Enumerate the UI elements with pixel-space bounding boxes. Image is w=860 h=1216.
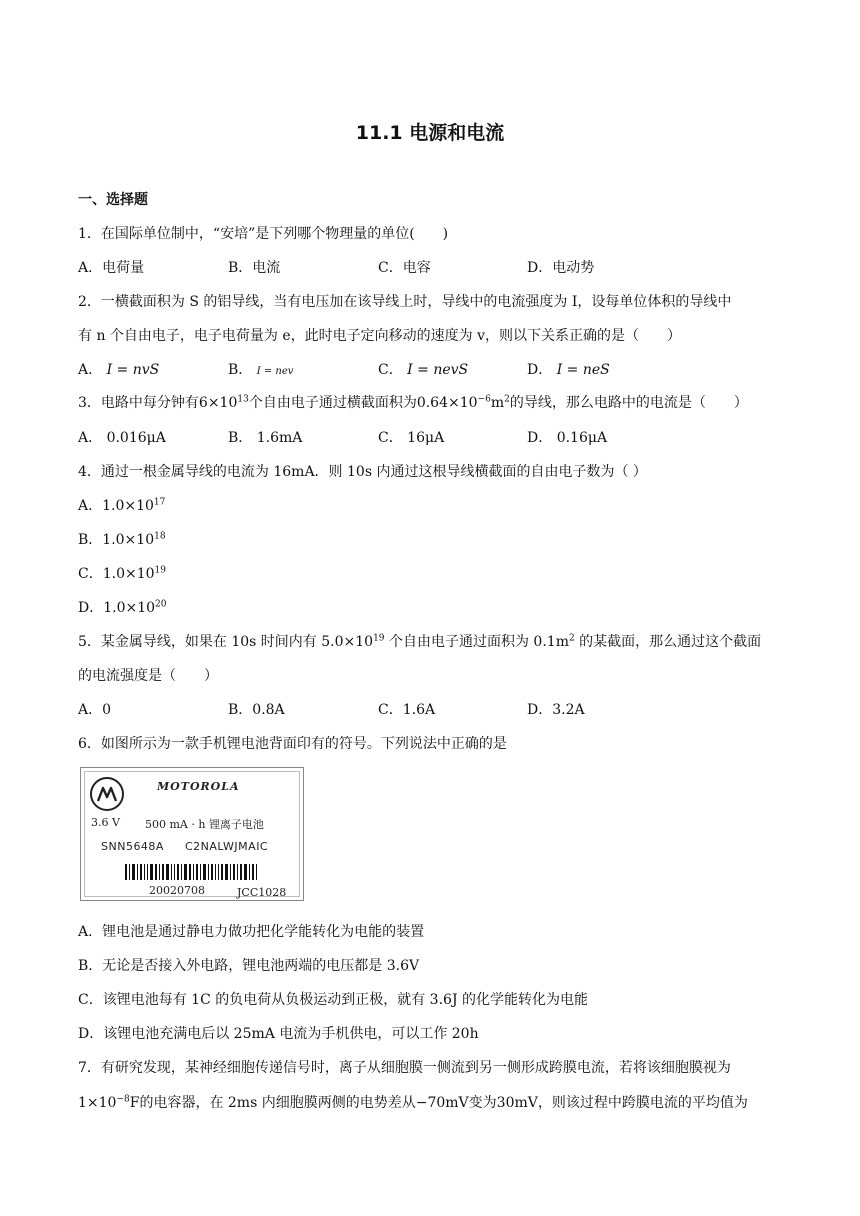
q3-stem-part-c: 的导线，那么电路中的电流是（ ） bbox=[509, 395, 748, 411]
q3-option-a-label: A． bbox=[78, 430, 103, 446]
barcode-bar bbox=[203, 864, 206, 880]
q4-option-b-exp: 18 bbox=[154, 531, 166, 542]
q6-option-c: C．该锂电池每有 1C 的负电荷从负极运动到正极，就有 3.6J 的化学能转化为电能 bbox=[78, 992, 589, 1008]
q3-option-b-label: B． bbox=[228, 430, 253, 446]
battery-label-image bbox=[80, 767, 304, 901]
q5-stem-exp: 19 bbox=[373, 633, 385, 644]
barcode-bar bbox=[137, 864, 138, 880]
battery-model: SNN5648A bbox=[101, 840, 164, 853]
q4-option-d bbox=[78, 598, 167, 618]
q6-option-d: D．该锂电池充满电后以 25mA 电流为手机供电，可以工作 20h bbox=[78, 1026, 479, 1042]
barcode-bar bbox=[144, 864, 145, 880]
q7-voltage-initial: −70mV bbox=[415, 1095, 469, 1111]
q2-option-b bbox=[228, 360, 293, 382]
question-7-stem-line2 bbox=[78, 1093, 748, 1113]
barcode-bar bbox=[150, 864, 153, 880]
barcode-bar bbox=[129, 864, 130, 880]
barcode-bar bbox=[230, 864, 231, 880]
q3-option-a bbox=[78, 428, 166, 448]
barcode-bar bbox=[215, 864, 216, 880]
q1-option-a: A．电荷量 bbox=[78, 260, 145, 276]
barcode-bar bbox=[218, 864, 219, 880]
q5-option-b: B．0.8A bbox=[228, 702, 285, 718]
question-5-stem-line1 bbox=[78, 632, 761, 652]
q3-option-d-label: D． bbox=[527, 430, 553, 446]
q4-option-c-exp: 19 bbox=[154, 565, 166, 576]
q4-option-a-exp: 17 bbox=[153, 497, 166, 508]
q2-option-a-label: A． bbox=[78, 362, 103, 378]
barcode-bar bbox=[162, 864, 164, 880]
q3-option-c-label: C． bbox=[378, 430, 403, 446]
q3-count: 6×10 bbox=[198, 395, 238, 411]
q3-area-exp: −6 bbox=[477, 394, 491, 405]
q1-option-b: B．电流 bbox=[228, 260, 281, 276]
q3-value-c: 16μA bbox=[407, 430, 445, 446]
q2-option-a bbox=[78, 360, 159, 380]
q4-option-d-text: D．1.0×10 bbox=[78, 600, 156, 616]
q3-count-exp: 13 bbox=[237, 394, 249, 405]
q5-stem-exp2: 2 bbox=[568, 633, 575, 644]
barcode-bar bbox=[237, 864, 238, 880]
q2-option-c bbox=[378, 360, 468, 380]
barcode-bar bbox=[189, 864, 191, 880]
battery-batch: JCC1028 bbox=[237, 886, 287, 899]
q5-option-d: D．3.2A bbox=[527, 702, 585, 718]
q5-option-c: C．1.6A bbox=[378, 702, 436, 718]
barcode-bar bbox=[171, 864, 172, 880]
q3-area-unit-exp: 2 bbox=[504, 394, 510, 405]
barcode-bar bbox=[177, 864, 179, 880]
q3-option-c bbox=[378, 428, 444, 448]
q3-option-b bbox=[228, 428, 302, 448]
section-heading: 一、选择题 bbox=[78, 192, 148, 208]
q7-capacitance: 1×10 bbox=[78, 1095, 117, 1111]
barcode-bar bbox=[181, 864, 182, 880]
q7-stem-part-c: 变为 bbox=[468, 1095, 497, 1111]
barcode-bar bbox=[147, 864, 148, 880]
q4-option-b bbox=[78, 530, 166, 550]
q4-option-c-text: C．1.0×10 bbox=[78, 566, 155, 582]
question-7-stem-line1: 7．有研究发现，某神经细胞传递信号时，离子从细胞膜一侧流到另一侧形成跨膜电流，若将该细胞膜视为 bbox=[78, 1060, 731, 1076]
q2-formula-d: I = neS bbox=[556, 362, 610, 378]
question-4-stem: 4．通过一根金属导线的电流为 16mA．则 10s 内通过这根导线横截面的自由电子数为（ ） bbox=[78, 464, 647, 480]
question-3-stem bbox=[78, 393, 748, 413]
barcode bbox=[125, 864, 263, 880]
q2-option-b-label: B． bbox=[228, 362, 253, 378]
q4-option-c bbox=[78, 564, 166, 584]
q3-stem-part-a: 3．电路中每分钟有 bbox=[78, 395, 199, 411]
barcode-bar bbox=[256, 864, 257, 880]
battery-voltage: 3.6 V bbox=[91, 816, 120, 829]
barcode-bar bbox=[184, 864, 187, 880]
barcode-bar bbox=[132, 864, 135, 880]
q3-area: 0.64×10 bbox=[416, 395, 478, 411]
q5-option-a: A．0 bbox=[78, 702, 112, 718]
q7-stem-part-b: 的电容器，在 2ms 内细胞膜两侧的电势差从 bbox=[139, 1095, 416, 1111]
question-2-stem-line1: 2．一横截面积为 S 的铝导线，当有电压加在该导线上时，导线中的电流强度为 I，设每单位体积的导线中 bbox=[78, 294, 732, 310]
barcode-bar bbox=[155, 864, 157, 880]
barcode-bar bbox=[244, 864, 247, 880]
q5-stem-part-c: 的某截面，那么通过这个截面 bbox=[574, 634, 762, 650]
q1-option-d: D．电动势 bbox=[527, 260, 595, 276]
q5-stem-part-a: 5．某金属导线，如果在 10s 时间内有 5.0×10 bbox=[78, 634, 374, 650]
battery-code: C2NALWJMAIC bbox=[185, 840, 269, 853]
q3-option-d bbox=[527, 428, 607, 448]
q4-option-a bbox=[78, 496, 165, 516]
q6-option-a: A．锂电池是通过静电力做功把化学能转化为电能的装置 bbox=[78, 924, 425, 940]
barcode-bar bbox=[240, 864, 242, 880]
barcode-bar bbox=[211, 864, 213, 880]
barcode-bar bbox=[200, 864, 201, 880]
q7-stem-part-d: ，则该过程中跨膜电流的平均值为 bbox=[537, 1095, 748, 1111]
barcode-bar bbox=[174, 864, 175, 880]
q2-option-d bbox=[527, 360, 610, 380]
q3-value-b: 1.6mA bbox=[256, 430, 303, 446]
q3-value-a: 0.016μA bbox=[106, 430, 166, 446]
q4-option-d-exp: 20 bbox=[155, 599, 167, 610]
q5-stem-part-b: 个自由电子通过面积为 0.1m bbox=[384, 634, 569, 650]
q2-formula-c: I = nevS bbox=[407, 362, 469, 378]
barcode-bar bbox=[233, 864, 235, 880]
barcode-bar bbox=[159, 864, 160, 880]
q3-value-d: 0.16μA bbox=[556, 430, 608, 446]
question-6-stem: 6．如图所示为一款手机锂电池背面印有的符号。下列说法中正确的是 bbox=[78, 736, 507, 752]
barcode-bar bbox=[225, 864, 228, 880]
q3-stem-part-b: 个自由电子通过横截面积为 bbox=[248, 395, 417, 411]
barcode-bar bbox=[125, 864, 127, 880]
question-5-stem-line2: 的电流强度是（ ） bbox=[78, 668, 218, 684]
q1-option-c: C．电容 bbox=[378, 260, 431, 276]
q7-voltage-final: 30mV bbox=[496, 1095, 538, 1111]
barcode-bar bbox=[193, 864, 194, 880]
page-title: 11.1 电源和电流 bbox=[355, 122, 505, 144]
barcode-bar bbox=[249, 864, 250, 880]
q2-formula-a: I = nvS bbox=[106, 362, 160, 378]
battery-capacity: 500 mA · h 锂离子电池 bbox=[145, 818, 264, 831]
q2-formula-b: I = nev bbox=[256, 366, 294, 377]
q4-option-a-text: A．1.0×10 bbox=[78, 498, 154, 514]
battery-brand: MOTOROLA bbox=[157, 780, 240, 793]
barcode-bar bbox=[252, 864, 254, 880]
barcode-bar bbox=[140, 864, 142, 880]
question-2-stem-line2: 有 n 个自由电子，电子电荷量为 e，此时电子定向移动的速度为 v，则以下关系正确的是（ ） bbox=[78, 328, 682, 344]
motorola-logo-icon bbox=[90, 777, 124, 811]
q6-option-b: B．无论是否接入外电路，锂电池两端的电压都是 3.6V bbox=[78, 958, 420, 974]
q2-option-c-label: C． bbox=[378, 362, 403, 378]
q4-option-b-text: B．1.0×10 bbox=[78, 532, 155, 548]
battery-date: 20020708 bbox=[149, 884, 205, 897]
q3-area-unit: m bbox=[490, 395, 505, 411]
q2-option-d-label: D． bbox=[527, 362, 553, 378]
barcode-bar bbox=[208, 864, 209, 880]
barcode-bar bbox=[166, 864, 169, 880]
question-1-stem: 1．在国际单位制中，“安培”是下列哪个物理量的单位( ) bbox=[78, 226, 449, 242]
q7-capacitance-unit: F bbox=[129, 1095, 140, 1111]
barcode-bar bbox=[221, 864, 223, 880]
barcode-bar bbox=[196, 864, 198, 880]
q7-capacitance-exp: −8 bbox=[116, 1094, 130, 1105]
